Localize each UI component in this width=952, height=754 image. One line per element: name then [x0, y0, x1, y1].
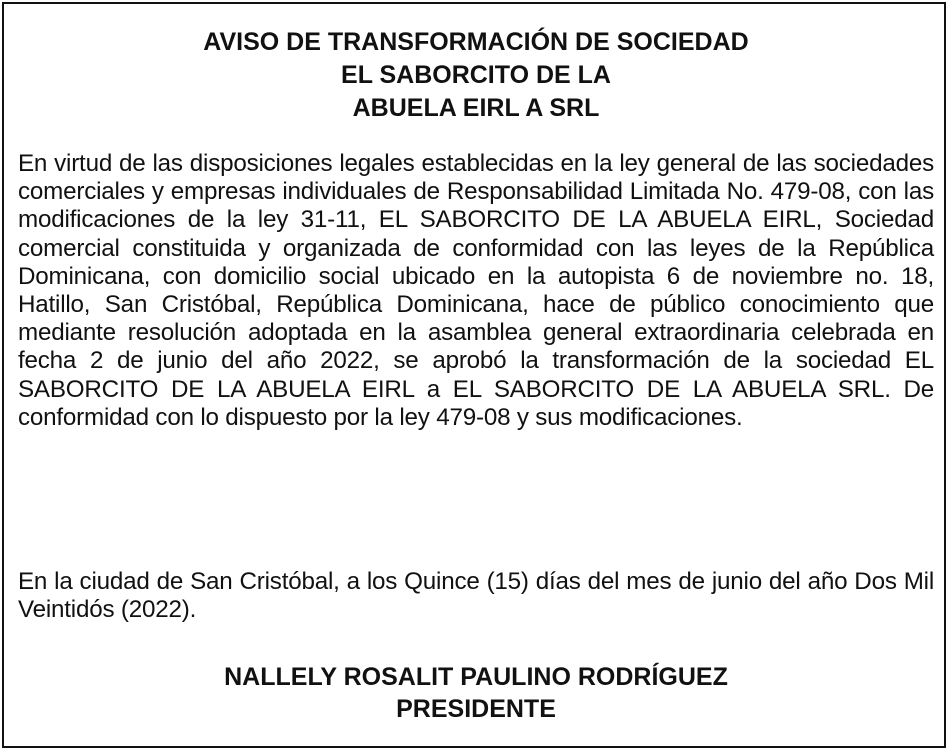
signature-block — [0, 661, 952, 725]
notice-title — [0, 26, 952, 125]
signatory-name: NALLELY ROSALIT PAULINO RODRÍGUEZ — [224, 663, 728, 691]
title-line-2: EL SABORCITO DE LA — [341, 61, 611, 89]
signatory-role: PRESIDENTE — [396, 695, 556, 723]
notice-body-paragraph: En virtud de las disposiciones legales establecidas en la ley general de las sociedades comerciales y empresas individuales de Responsabilidad Limitada No. 479-08, con las modificaciones de la ley 31-11, EL SABORCITO DE LA ABUELA EIRL, Sociedad comercial constituida y organizada de conformidad con las leyes de la República Dominicana, con domicilio social ubicado en la autopista 6 de noviembre no. 18, Hatillo, San Cristóbal, República Dominicana, hace de público conocimiento que mediante resolución adoptada en la asamblea general extraordinaria celebrada en fecha 2 de junio del año 2022, se aprobó la transformación de la sociedad EL SABORCITO DE LA ABUELA EIRL a EL SABORCITO DE LA ABUELA SRL. De conformidad con lo dispuesto por la ley 479-08 y sus modificaciones. — [18, 150, 934, 431]
title-line-1: AVISO DE TRANSFORMACIÓN DE SOCIEDAD — [203, 28, 749, 56]
title-line-3: ABUELA EIRL A SRL — [352, 94, 600, 122]
notice-date-paragraph: En la ciudad de San Cristóbal, a los Quince (15) días del mes de junio del año Dos Mil Veintidós (2022). — [18, 568, 934, 624]
